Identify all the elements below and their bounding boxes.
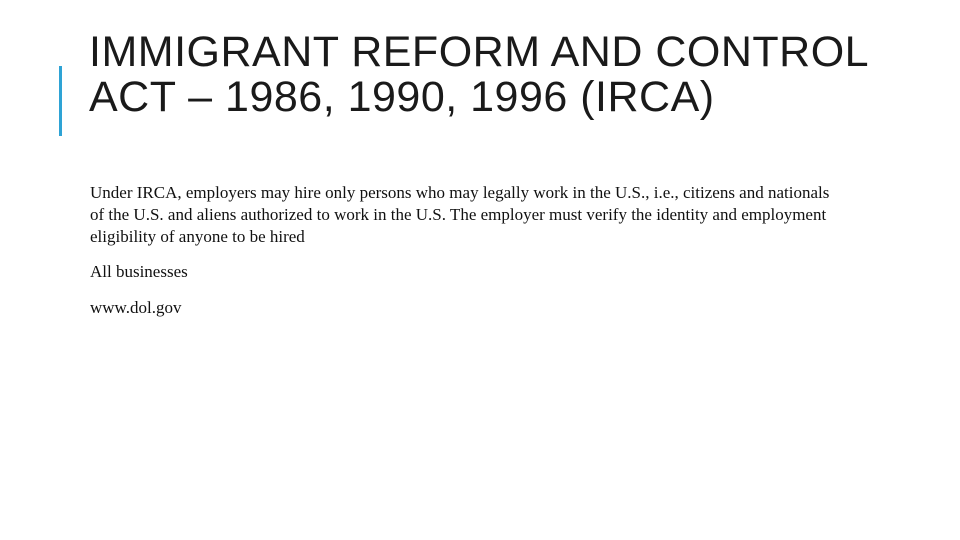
body-paragraph-website: www.dol.gov: [90, 298, 182, 317]
body-paragraph-scope: All businesses: [90, 262, 188, 281]
title-accent-bar: [59, 66, 62, 136]
slide-body: [90, 182, 830, 319]
body-paragraph-description: Under IRCA, employers may hire only persons who may legally work in the U.S., i.e., citizens and nationals of the U.S. and aliens authorized to work in the U.S. The employer must verify the identity and employment eligibility of anyone to be hired: [90, 183, 830, 246]
slide-title: IMMIGRANT REFORM AND CONTROL ACT – 1986, 1990, 1996 (IRCA): [89, 28, 868, 121]
